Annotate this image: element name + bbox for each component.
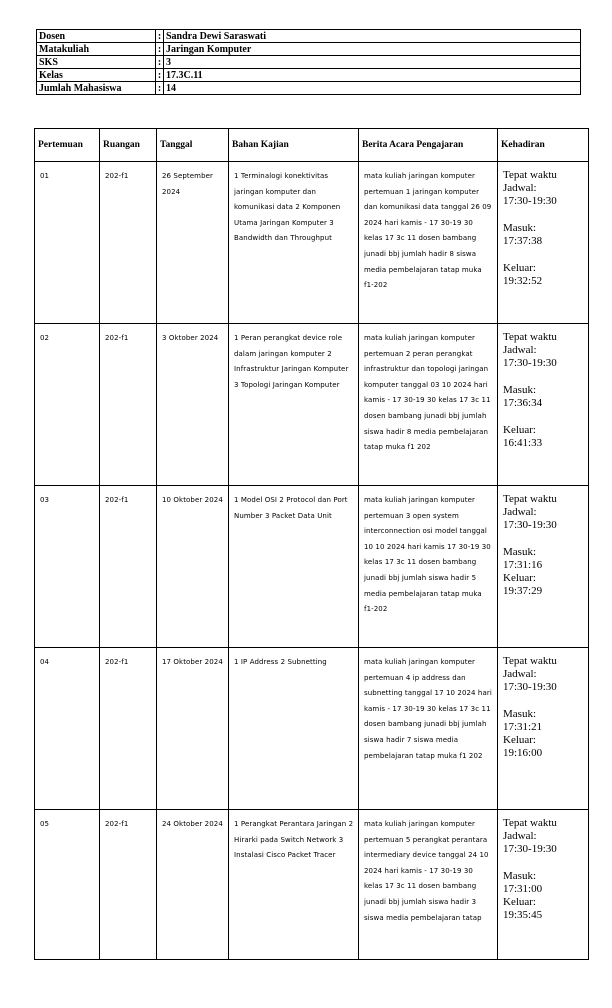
- info-label: Jumlah Mahasiswa: [37, 82, 156, 95]
- cell-ruangan: 202-f1: [100, 810, 157, 960]
- info-value: Jaringan Komputer: [164, 43, 581, 56]
- schedule-header-row: [35, 129, 589, 162]
- attendance-out-time: 19:16:00: [503, 747, 543, 759]
- info-row: [37, 30, 581, 43]
- cell-tanggal: 10 Oktober 2024: [157, 486, 229, 648]
- cell-bahan-kajian: 1 IP Address 2 Subnetting: [229, 648, 359, 810]
- meeting-row: [35, 486, 589, 648]
- cell-pertemuan: 04: [35, 648, 100, 810]
- cell-kehadiran: [498, 486, 589, 648]
- info-label: Dosen: [37, 30, 156, 43]
- attendance-out-label: Keluar:: [503, 572, 536, 584]
- cell-ruangan: 202-f1: [100, 648, 157, 810]
- info-value: 14: [164, 82, 581, 95]
- attendance-out-time: 19:37:29: [503, 585, 543, 597]
- info-row: [37, 56, 581, 69]
- cell-berita-acara: mata kuliah jaringan komputer pertemuan 3 open system interconnection osi model tanggal 10 10 2024 hari kamis 17 30-19 30 kelas 17 3c 11 dosen bambang junadi bbj jumlah siswa hadir 5 media pembelajaran tatap muka f1-202: [359, 486, 498, 648]
- course-info-table: [36, 29, 581, 95]
- attendance-in-label: Masuk:: [503, 222, 536, 234]
- info-value: 17.3C.11: [164, 69, 581, 82]
- attendance-schedule: 17:30-19:30: [503, 681, 557, 693]
- info-label: SKS: [37, 56, 156, 69]
- attendance-schedule: 17:30-19:30: [503, 357, 557, 369]
- cell-tanggal: 26 September 2024: [157, 162, 229, 324]
- info-row: [37, 69, 581, 82]
- attendance-status-label: Tepat waktu Jadwal:: [503, 331, 557, 356]
- cell-ruangan: 202-f1: [100, 486, 157, 648]
- attendance-out-label: Keluar:: [503, 734, 536, 746]
- attendance-in-time: 17:31:16: [503, 559, 543, 571]
- meeting-row: [35, 810, 589, 960]
- cell-ruangan: 202-f1: [100, 324, 157, 486]
- cell-bahan-kajian: 1 Model OSI 2 Protocol dan Port Number 3 Packet Data Unit: [229, 486, 359, 648]
- attendance-in-label: Masuk:: [503, 870, 536, 882]
- header-tanggal: Tanggal: [157, 129, 229, 162]
- attendance-out-time: 16:41:33: [503, 437, 543, 449]
- attendance-in-label: Masuk:: [503, 546, 536, 558]
- cell-kehadiran: [498, 810, 589, 960]
- info-label: Kelas: [37, 69, 156, 82]
- schedule-body: [35, 162, 589, 960]
- cell-berita-acara: mata kuliah jaringan komputer pertemuan 1 jaringan komputer dan komunikasi data tanggal 26 09 2024 hari kamis - 17 30-19 30 kelas 17 3c 11 dosen bambang junadi bbj jumlah hadir 8 siswa media pembelajaran tatap muka f1-202: [359, 162, 498, 324]
- attendance-in-label: Masuk:: [503, 384, 536, 396]
- cell-tanggal: 17 Oktober 2024: [157, 648, 229, 810]
- attendance-out-label: Keluar:: [503, 262, 536, 274]
- cell-kehadiran: [498, 648, 589, 810]
- cell-berita-acara: mata kuliah jaringan komputer pertemuan 4 ip address dan subnetting tanggal 17 10 2024 hari kamis - 17 30-19 30 kelas 17 3c 11 dosen bambang junadi bbj jumlah siswa hadir 7 siswa media pembelajaran tatap muka f1 202: [359, 648, 498, 810]
- meeting-row: [35, 162, 589, 324]
- cell-pertemuan: 01: [35, 162, 100, 324]
- attendance-out-label: Keluar:: [503, 424, 536, 436]
- attendance-out-label: Keluar:: [503, 896, 536, 908]
- meeting-row: [35, 648, 589, 810]
- attendance-in-time: 17:37:38: [503, 235, 543, 247]
- cell-bahan-kajian: 1 Terminalogi konektivitas jaringan komputer dan komunikasi data 2 Komponen Utama Jaringan Komputer 3 Bandwidth dan Throughput: [229, 162, 359, 324]
- attendance-in-time: 17:31:21: [503, 721, 543, 733]
- info-colon: :: [156, 56, 164, 69]
- info-row: [37, 43, 581, 56]
- header-kehadiran: Kehadiran: [498, 129, 589, 162]
- header-pertemuan: Pertemuan: [35, 129, 100, 162]
- schedule-table: [34, 128, 589, 960]
- cell-kehadiran: [498, 324, 589, 486]
- cell-ruangan: 202-f1: [100, 162, 157, 324]
- info-colon: :: [156, 82, 164, 95]
- cell-pertemuan: 03: [35, 486, 100, 648]
- course-info-body: [37, 30, 581, 95]
- cell-bahan-kajian: 1 Peran perangkat device role dalam jaringan komputer 2 Infrastruktur Jaringan Komputer 3 Topologi Jaringan Komputer: [229, 324, 359, 486]
- info-colon: :: [156, 30, 164, 43]
- attendance-schedule: 17:30-19:30: [503, 843, 557, 855]
- cell-kehadiran: [498, 162, 589, 324]
- cell-pertemuan: 05: [35, 810, 100, 960]
- header-berita-acara: Berita Acara Pengajaran: [359, 129, 498, 162]
- cell-tanggal: 3 Oktober 2024: [157, 324, 229, 486]
- attendance-status-label: Tepat waktu Jadwal:: [503, 817, 557, 842]
- attendance-in-time: 17:31:00: [503, 883, 543, 895]
- attendance-schedule: 17:30-19:30: [503, 195, 557, 207]
- attendance-status-label: Tepat waktu Jadwal:: [503, 493, 557, 518]
- cell-tanggal: 24 Oktober 2024: [157, 810, 229, 960]
- cell-bahan-kajian: 1 Perangkat Perantara Jaringan 2 Hirarki pada Switch Network 3 Instalasi Cisco Packet Tracer: [229, 810, 359, 960]
- attendance-out-time: 19:32:52: [503, 275, 543, 287]
- info-label: Matakuliah: [37, 43, 156, 56]
- info-value: Sandra Dewi Saraswati: [164, 30, 581, 43]
- cell-pertemuan: 02: [35, 324, 100, 486]
- header-ruangan: Ruangan: [100, 129, 157, 162]
- attendance-status-label: Tepat waktu Jadwal:: [503, 169, 557, 194]
- attendance-out-time: 19:35:45: [503, 909, 543, 921]
- info-row: [37, 82, 581, 95]
- info-value: 3: [164, 56, 581, 69]
- attendance-status-label: Tepat waktu Jadwal:: [503, 655, 557, 680]
- attendance-in-time: 17:36:34: [503, 397, 543, 409]
- cell-berita-acara: mata kuliah jaringan komputer pertemuan 2 peran perangkat infrastruktur dan topologi jaringan komputer tanggal 03 10 2024 hari kamis - 17 30-19 30 kelas 17 3c 11 dosen bambang junadi bbj jumlah siswa hadir 8 media pembelajaran tatap muka f1 202: [359, 324, 498, 486]
- attendance-in-label: Masuk:: [503, 708, 536, 720]
- header-bahan-kajian: Bahan Kajian: [229, 129, 359, 162]
- cell-berita-acara: mata kuliah jaringan komputer pertemuan 5 perangkat perantara intermediary device tanggal 24 10 2024 hari kamis - 17 30-19 30 kelas 17 3c 11 dosen bambang junadi bbj jumlah siswa hadir 3 siswa media pembelajaran tatap: [359, 810, 498, 960]
- info-colon: :: [156, 43, 164, 56]
- attendance-schedule: 17:30-19:30: [503, 519, 557, 531]
- info-colon: :: [156, 69, 164, 82]
- meeting-row: [35, 324, 589, 486]
